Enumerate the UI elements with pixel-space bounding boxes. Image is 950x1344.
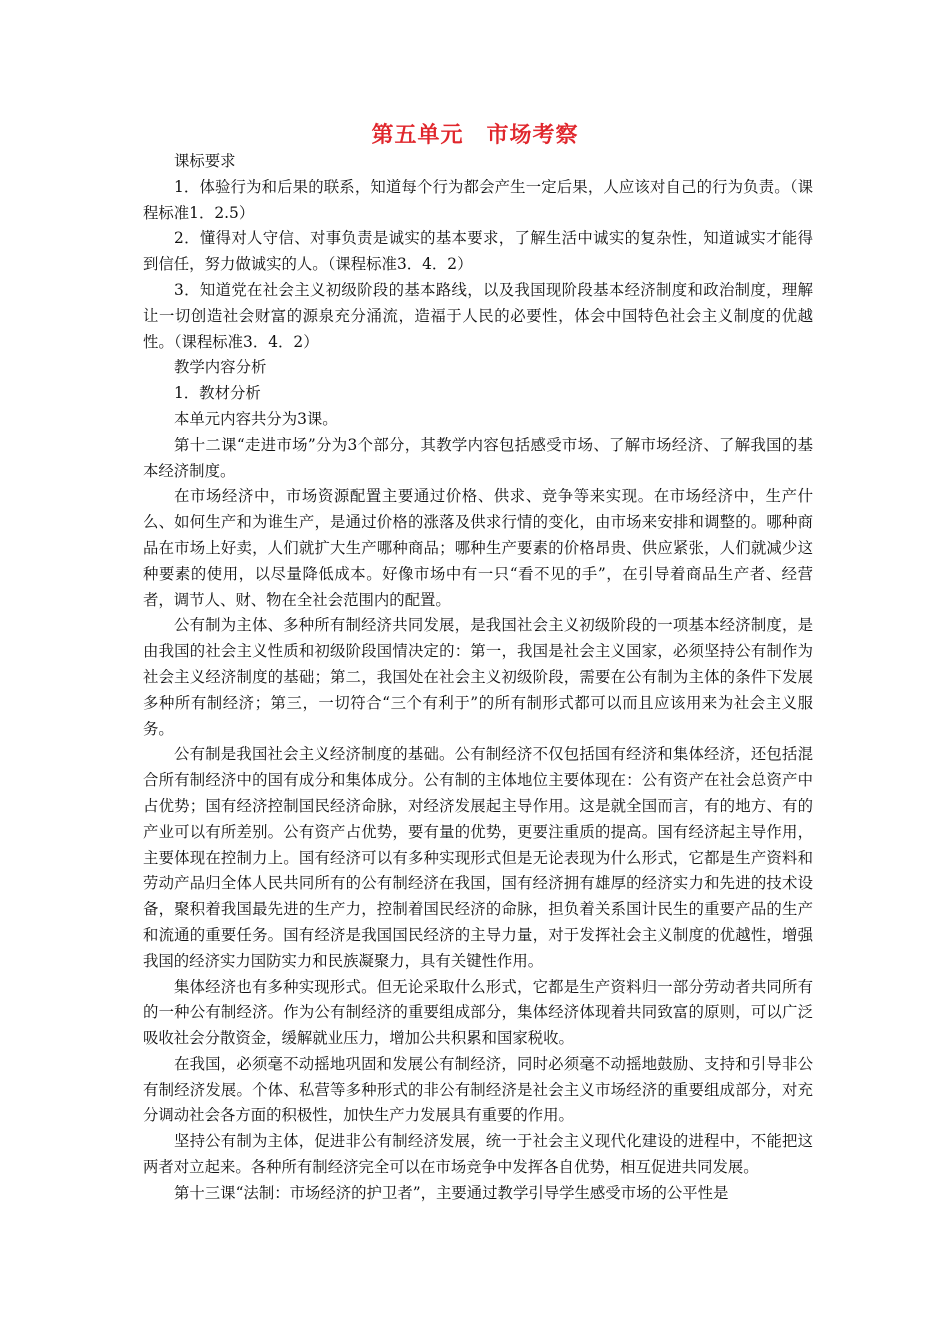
paragraph: 第十二课“走进市场”分为3个部分，其教学内容包括感受市场、了解市场经济、了解我国的基本经济制度。 bbox=[143, 435, 813, 480]
paragraph: 第十三课“法制：市场经济的护卫者”，主要通过教学引导学生感受市场的公平性是 bbox=[174, 1183, 729, 1202]
paragraph: 1．体验行为和后果的联系，知道每个行为都会产生一定后果，人应该对自己的行为负责。（课程标准1．2.5） bbox=[143, 177, 813, 222]
subsection-heading-textbook-analysis: 1．教材分析 bbox=[174, 384, 261, 403]
paragraph: 公有制为主体、多种所有制经济共同发展，是我国社会主义初级阶段的一项基本经济制度，是由我国的社会主义性质和初级阶段国情决定的：第一，我国是社会主义国家，必须坚持公有制作为社会主义经济制度的基础；第二，我国处在社会主义初级阶段，需要在公有制为主体的条件下发展多种所有制经济；第三，一切符合“三个有利于”的所有制形式都可以而且应该用来为社会主义服务。 bbox=[143, 616, 813, 738]
paragraph: 2．懂得对人守信、对事负责是诚实的基本要求，了解生活中诚实的复杂性，知道诚实才能得到信任，努力做诚实的人。（课程标准3．4．2） bbox=[143, 229, 813, 274]
paragraph: 3．知道党在社会主义初级阶段的基本路线，以及我国现阶段基本经济制度和政治制度，理解让一切创造社会财富的源泉充分涌流，造福于人民的必要性，体会中国特色社会主义制度的优越性。（课程标准3．4．2） bbox=[143, 280, 813, 351]
document-title: 第五单元 市场考察 bbox=[371, 123, 579, 148]
paragraph: 坚持公有制为主体，促进非公有制经济发展，统一于社会主义现代化建设的进程中，不能把这两者对立起来。各种所有制经济完全可以在市场竞争中发挥各自优势，相互促进共同发展。 bbox=[143, 1132, 813, 1177]
paragraph: 集体经济也有多种实现形式。但无论采取什么形式，它都是生产资料归一部分劳动者共同所有的一种公有制经济。作为公有制经济的重要组成部分，集体经济体现着共同致富的原则，可以广泛吸收社会分散资金，缓解就业压力，增加公共积累和国家税收。 bbox=[143, 977, 813, 1048]
document-body bbox=[143, 149, 813, 1207]
paragraph: 在市场经济中，市场资源配置主要通过价格、供求、竞争等来实现。在市场经济中，生产什么、如何生产和为谁生产，是通过价格的涨落及供求行情的变化，由市场来安排和调整的。哪种商品在市场上好卖，人们就扩大生产哪种商品；哪种生产要素的价格昂贵、供应紧张，人们就减少这种要素的使用，以尽量降低成本。好像市场中有一只“看不见的手”，在引导着商品生产者、经营者，调节人、财、物在全社会范围内的配置。 bbox=[143, 487, 813, 609]
paragraph: 公有制是我国社会主义经济制度的基础。公有制经济不仅包括国有经济和集体经济，还包括混合所有制经济中的国有成分和集体成分。公有制的主体地位主要体现在：公有资产在社会总资产中占优势；国有经济控制国民经济命脉，对经济发展起主导作用。这是就全国而言，有的地方、有的产业可以有所差别。公有资产占优势，要有量的优势，更要注重质的提高。国有经济起主导作用，主要体现在控制力上。国有经济可以有多种实现形式但是无论表现为什么形式，它都是生产资料和劳动产品归全体人民共同所有的公有制经济在我国，国有经济拥有雄厚的经济实力和先进的技术设备，聚积着我国最先进的生产力，控制着国民经济的命脉，担负着关系国计民生的重要产品的生产和流通的重要任务。国有经济是我国国民经济的主导力量，对于发挥社会主义制度的优越性，增强我国的经济实力国防实力和民族凝聚力，具有关键性作用。 bbox=[143, 745, 813, 970]
paragraph: 在我国，必须毫不动摇地巩固和发展公有制经济，同时必须毫不动摇地鼓励、支持和引导非公有制经济发展。个体、私营等多种形式的非公有制经济是社会主义市场经济的重要组成部分，对充分调动社会各方面的积极性，加快生产力发展具有重要的作用。 bbox=[143, 1054, 813, 1125]
section-heading-course-standards: 课标要求 bbox=[174, 152, 236, 170]
section-heading-content-analysis: 教学内容分析 bbox=[174, 358, 267, 377]
paragraph: 本单元内容共分为3课。 bbox=[174, 409, 338, 428]
